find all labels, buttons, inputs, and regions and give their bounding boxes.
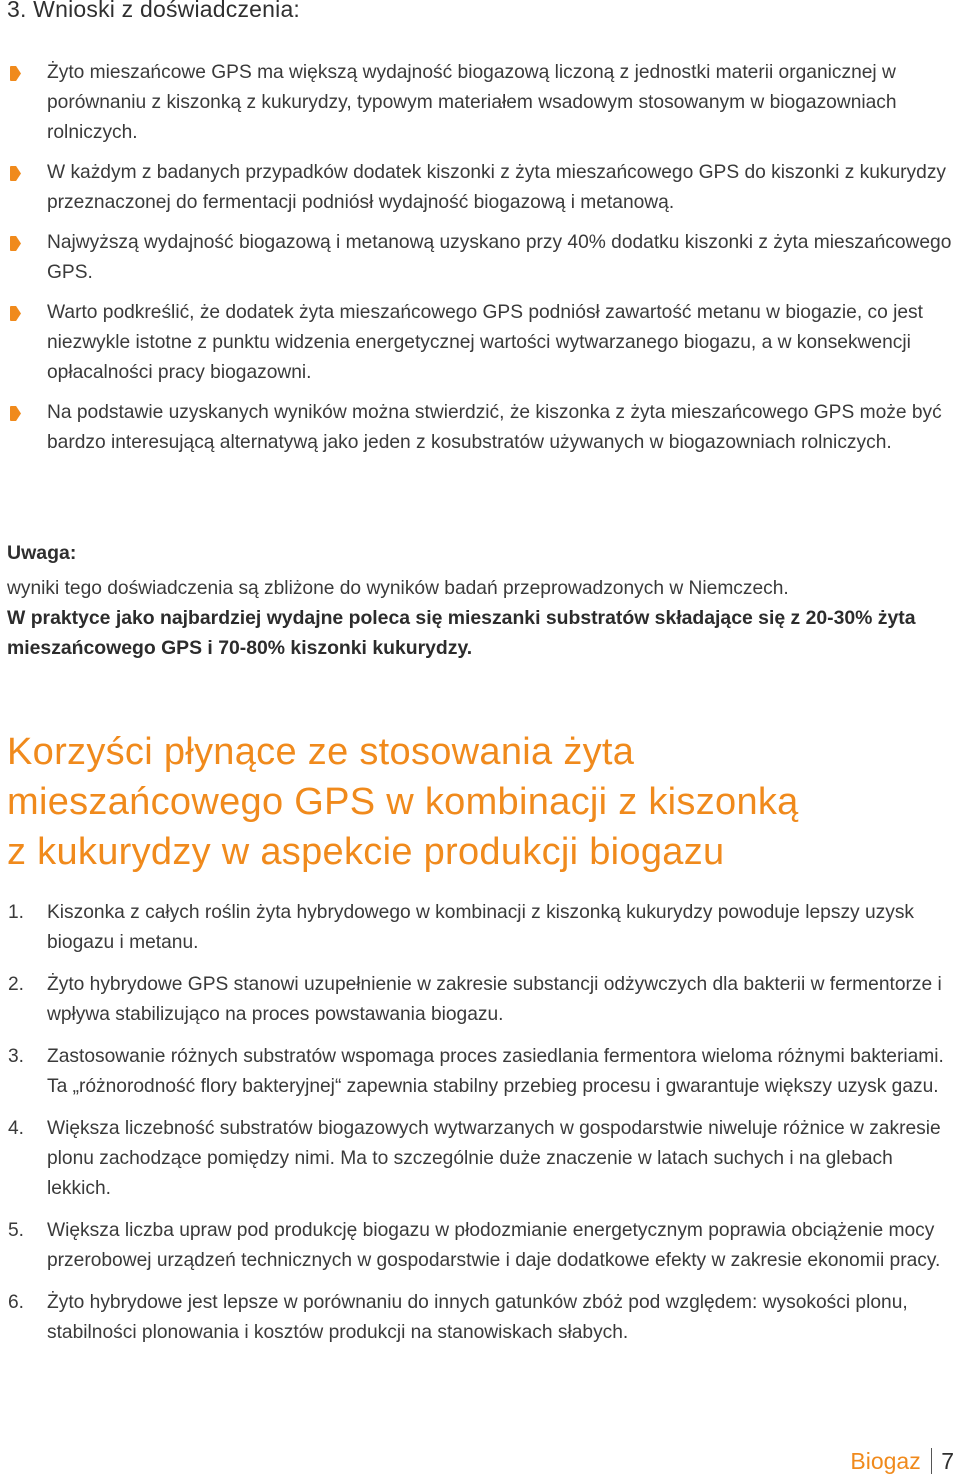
section-title: 3. Wnioski z doświadczenia: <box>7 0 301 22</box>
note-recommendation: W praktyce jako najbardziej wydajne poleca się mieszanki substratów składające się z 20-30% żyta mieszańcowego GPS i 70-80% kiszonki kukurydzy. <box>7 607 916 659</box>
list-item-text: Żyto hybrydowe jest lepsze w porównaniu do innych gatunków zbóż pod względem: wysokości plonu, stabilności plonowania i kosztów produkcji na stanowiskach słabych. <box>47 1292 908 1343</box>
orange-bullet-icon <box>10 236 21 251</box>
headline-line: z kukurydzy w aspekcie produkcji biogazu <box>7 831 725 873</box>
list-number: 6. <box>8 1292 25 1313</box>
note-text: wyniki tego doświadczenia są zbliżone do wyników badań przeprowadzonych w Niemczech. <box>7 578 789 599</box>
list-item <box>0 1216 960 1276</box>
list-item <box>0 398 960 458</box>
benefits-list <box>0 898 960 1360</box>
orange-bullet-icon <box>10 406 21 421</box>
orange-bullet-icon <box>10 166 21 181</box>
orange-bullet-icon <box>10 66 21 81</box>
list-item-text: Na podstawie uzyskanych wyników można stwierdzić, że kiszonka z żyta mieszańcowego GPS może być bardzo interesującą alternatywą jako jeden z kosubstratów używanych w biogazowniach rolniczych. <box>47 402 942 453</box>
list-item-text: Żyto mieszańcowe GPS ma większą wydajność biogazową liczoną z jednostki materii organicznej w porównaniu z kiszonką z kukurydzy, typowym materiałem wsadowym stosowanym w biogazowniach rolniczych. <box>47 62 897 143</box>
benefits-headline <box>7 727 953 877</box>
note-block <box>7 540 953 663</box>
list-number: 2. <box>8 974 25 995</box>
list-item-text: Żyto hybrydowe GPS stanowi uzupełnienie w zakresie substancji odżywczych dla bakterii w fermentorze i wpływa stabilizująco na proces powstawania biogazu. <box>47 974 942 1025</box>
headline-line: mieszańcowego GPS w kombinacji z kiszonką <box>7 781 799 823</box>
list-item-text: Kiszonka z całych roślin żyta hybrydowego w kombinacji z kiszonką kukurydzy powoduje lepszy uzysk biogazu i metanu. <box>47 902 915 953</box>
list-number: 3. <box>8 1046 25 1067</box>
footer-brand: Biogaz <box>850 1448 921 1474</box>
page-footer <box>850 1446 954 1476</box>
list-item-text: Zastosowanie różnych substratów wspomaga proces zasiedlania fermentora wieloma różnymi bakteriami. Ta „różnorodność flory bakteryjnej“ zapewnia stabilny przebieg procesu i gwarantuje większy uzysk gazu. <box>47 1046 944 1097</box>
list-item-text: W każdym z badanych przypadków dodatek kiszonki z żyta mieszańcowego GPS do kiszonki z kukurydzy przeznaczonej do fermentacji podniósł wydajność biogazową i metanową. <box>47 162 947 213</box>
list-number: 4. <box>8 1118 25 1139</box>
note-title: Uwaga: <box>7 542 77 564</box>
list-item <box>0 1288 960 1348</box>
list-item-text: Warto podkreślić, że dodatek żyta mieszańcowego GPS podniósł zawartość metanu w biogazie, co jest niezwykle istotne z punktu widzenia energetycznej wartości wytwarzanego biogazu, a w konsekwencji opłacalności pracy biogazowni. <box>47 302 923 383</box>
conclusions-list <box>0 58 960 468</box>
list-number: 5. <box>8 1220 25 1241</box>
list-item <box>0 298 960 388</box>
list-item <box>0 970 960 1030</box>
list-item-text: Najwyższą wydajność biogazową i metanową uzyskano przy 40% dodatku kiszonki z żyta mieszańcowego GPS. <box>47 232 952 283</box>
page-number: 7 <box>941 1448 954 1474</box>
list-item <box>0 58 960 148</box>
list-item-text: Większa liczba upraw pod produkcję biogazu w płodozmianie energetycznym poprawia obciążenie mocy przerobowej urządzeń technicznych w gospodarstwie i daje dodatkowe efekty w zakresie ekonomii pracy. <box>47 1220 941 1271</box>
headline-line: Korzyści płynące ze stosowania żyta <box>7 731 635 773</box>
list-item-text: Większa liczebność substratów biogazowych wytwarzanych w gospodarstwie niweluje różnice w zakresie plonu zachodzące pomiędzy nimi. Ma to szczególnie duże znaczenie w latach suchych i na glebach lekkich. <box>47 1118 941 1199</box>
list-item <box>0 158 960 218</box>
list-item <box>0 898 960 958</box>
list-item <box>0 228 960 288</box>
list-item <box>0 1042 960 1102</box>
list-number: 1. <box>8 902 25 923</box>
list-item <box>0 1114 960 1204</box>
footer-divider <box>931 1448 933 1474</box>
orange-bullet-icon <box>10 306 21 321</box>
